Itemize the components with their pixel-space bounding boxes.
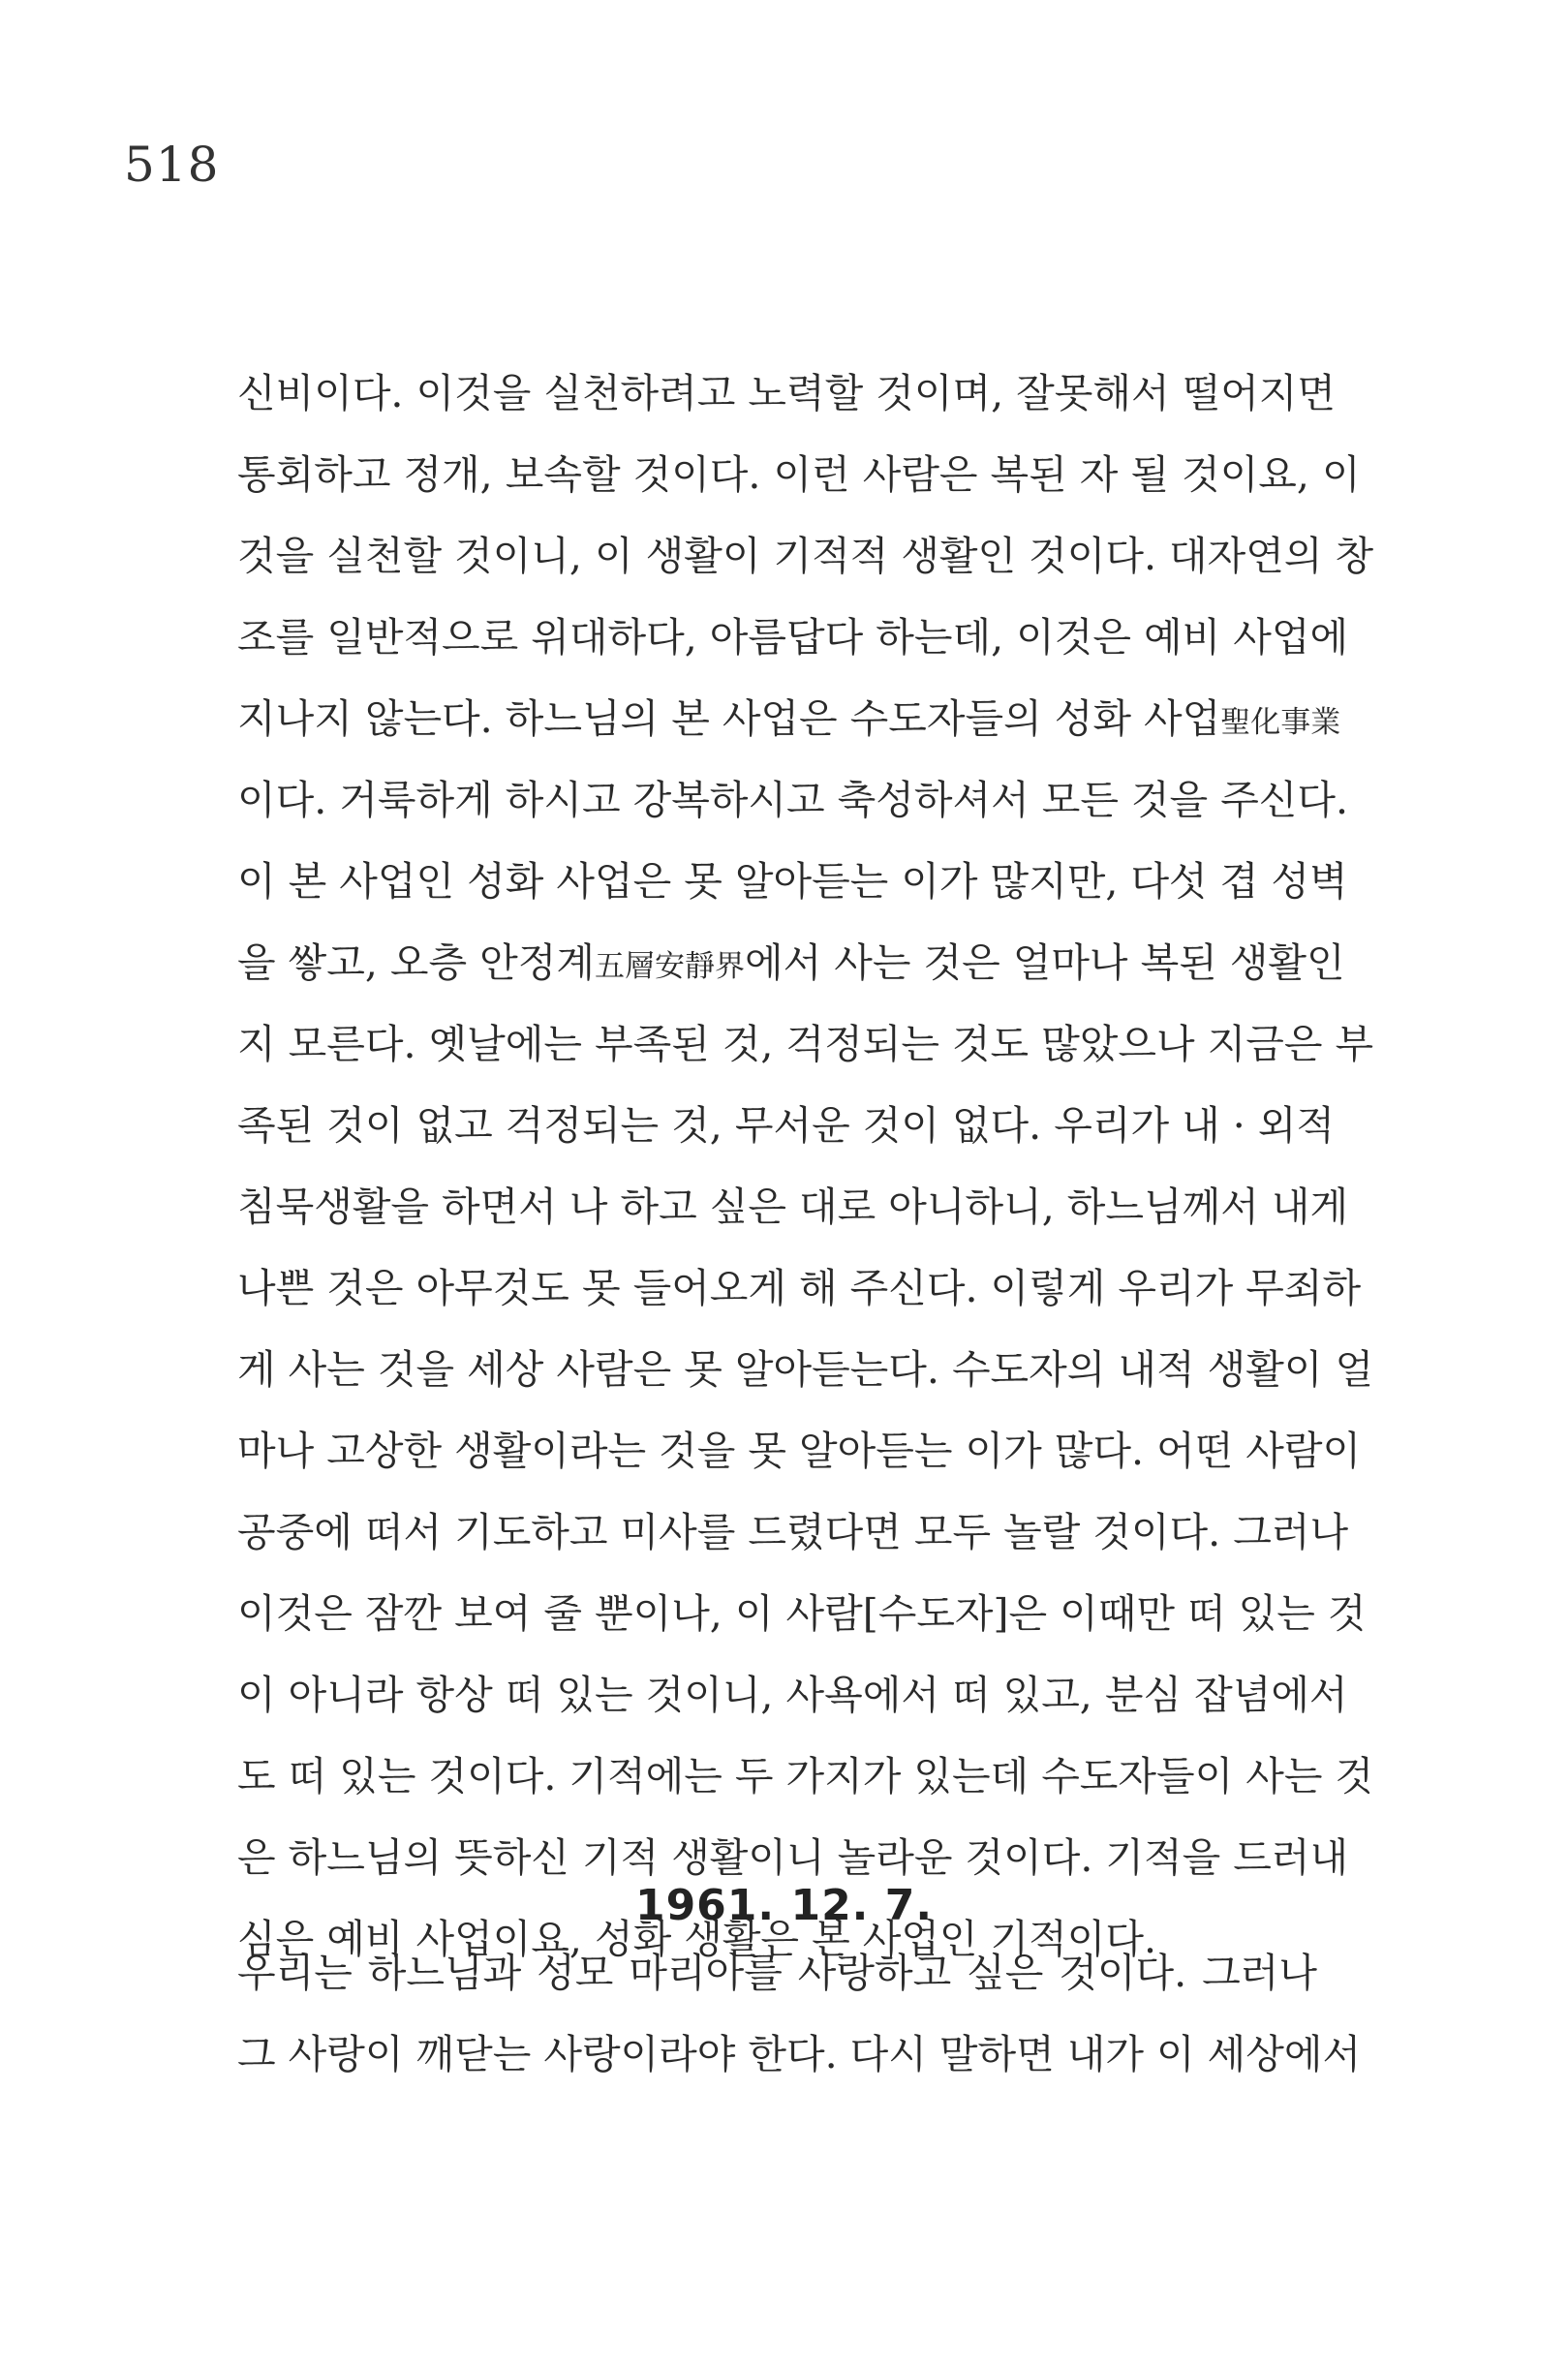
line-text: 을 쌓고, 오층 안정계 bbox=[237, 939, 595, 986]
text-line bbox=[237, 1410, 1362, 1492]
text-line bbox=[237, 841, 1348, 922]
text-line bbox=[237, 759, 1349, 841]
line-text: 조를 일반적으로 위대하다, 아름답다 하는데, 이것은 예비 사업에 bbox=[237, 614, 1349, 661]
text-line bbox=[237, 1492, 1349, 1573]
text-line bbox=[237, 1654, 1348, 1736]
page-number: 518 bbox=[124, 137, 220, 193]
text-line bbox=[237, 1085, 1335, 1166]
line-text: 이것은 잠깐 보여 줄 뿐이나, 이 사람[수도자]은 이때만 떠 있는 것 bbox=[237, 1590, 1367, 1637]
line-text: 도 떠 있는 것이다. 기적에는 두 가지가 있는데 수도자들이 사는 것 bbox=[237, 1753, 1374, 1799]
line-text: 족된 것이 없고 걱정되는 것, 무서운 것이 없다. 우리가 내 · 외적 bbox=[237, 1102, 1335, 1149]
line-text: 나쁜 것은 아무것도 못 들어오게 해 주신다. 이렇게 우리가 무죄하 bbox=[237, 1265, 1362, 1311]
text-line bbox=[237, 1166, 1349, 1247]
line-text: 이 본 사업인 성화 사업은 못 알아듣는 이가 많지만, 다섯 겹 성벽 bbox=[237, 858, 1348, 905]
line-text: 지나지 않는다. 하느님의 본 사업은 수도자들의 성화 사업 bbox=[237, 695, 1221, 742]
text-line bbox=[237, 2014, 1362, 2095]
line-text: 이 아니라 항상 떠 있는 것이니, 사욕에서 떠 있고, 분심 잡념에서 bbox=[237, 1672, 1348, 1718]
line-text: 심은 예비 사업이요, 성화 생활은 본 사업인 기적이다. bbox=[237, 1916, 1157, 1962]
line-text: 통회하고 정개, 보속할 것이다. 이런 사람은 복된 자 될 것이요, 이 bbox=[237, 451, 1361, 498]
text-line bbox=[237, 597, 1349, 678]
line-text: 우리는 하느님과 성모 마리아를 사랑하고 싶은 것이다. 그러나 bbox=[237, 1950, 1317, 1996]
text-line bbox=[237, 1247, 1362, 1329]
line-text: 그 사랑이 깨닫는 사랑이라야 한다. 다시 말하면 내가 이 세상에서 bbox=[237, 2031, 1362, 2077]
text-line bbox=[237, 1932, 1317, 2014]
text-line bbox=[237, 353, 1337, 434]
line-text: 지 모른다. 옛날에는 부족된 것, 걱정되는 것도 많았으나 지금은 부 bbox=[237, 1021, 1374, 1067]
text-line bbox=[237, 922, 1345, 1003]
text-line bbox=[237, 515, 1374, 597]
text-line bbox=[237, 434, 1361, 515]
line-text: 공중에 떠서 기도하고 미사를 드렸다면 모두 놀랄 것이다. 그러나 bbox=[237, 1509, 1349, 1555]
line-text: 마나 고상한 생활이라는 것을 못 알아듣는 이가 많다. 어떤 사람이 bbox=[237, 1428, 1362, 1474]
body-paragraph-2 bbox=[237, 1932, 1362, 2095]
text-line bbox=[237, 678, 1341, 759]
line-text: 침묵생활을 하면서 나 하고 싶은 대로 아니하니, 하느님께서 내게 bbox=[237, 1184, 1349, 1230]
line-text: 것을 실천할 것이니, 이 생활이 기적적 생활인 것이다. 대자연의 창 bbox=[237, 533, 1374, 579]
line-text: 신비이다. 이것을 실천하려고 노력할 것이며, 잘못해서 떨어지면 bbox=[237, 370, 1337, 416]
body-paragraph bbox=[237, 353, 1374, 1980]
text-line bbox=[237, 1573, 1367, 1654]
text-line bbox=[237, 1003, 1374, 1085]
line-text-after: 에서 사는 것은 얼마나 복된 생활인 bbox=[744, 939, 1345, 986]
date-heading: 1961. 12. 7. bbox=[634, 1881, 934, 1930]
line-text: 은 하느님의 뜻하신 기적 생활이니 놀라운 것이다. 기적을 드러내 bbox=[237, 1834, 1349, 1881]
line-text: 게 사는 것을 세상 사람은 못 알아듣는다. 수도자의 내적 생활이 얼 bbox=[237, 1346, 1374, 1393]
hanja-gloss: 聖化事業 bbox=[1220, 705, 1341, 740]
hanja-gloss: 五層安靜界 bbox=[594, 949, 745, 984]
line-text: 이다. 거룩하게 하시고 강복하시고 축성하셔서 모든 것을 주신다. bbox=[237, 777, 1349, 823]
text-line bbox=[237, 1736, 1374, 1817]
text-line bbox=[237, 1329, 1374, 1410]
